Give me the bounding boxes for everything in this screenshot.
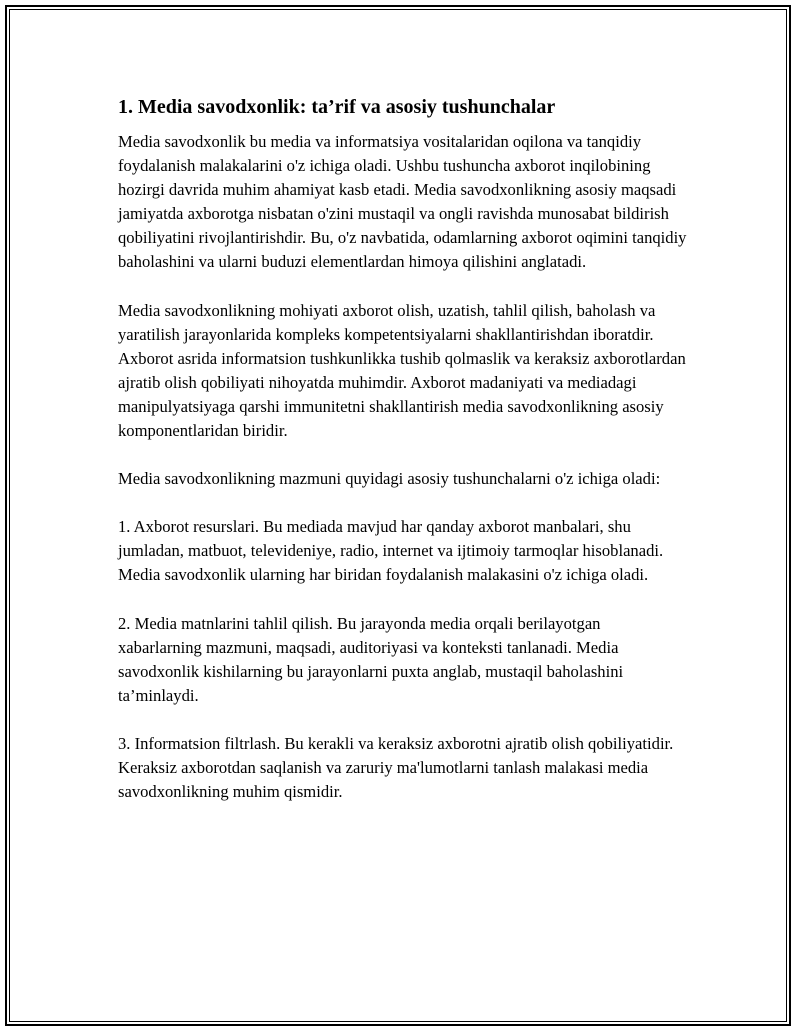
list-item-information-filtering: 3. Informatsion filtrlash. Bu kerakli va keraksiz axborotni ajratib olish qobiliyatidir. Keraksiz axborotdan saqlanish va zaruriy ma'lumotlarni tanlash malakasi media savodxonlikning muhim qismidir. — [118, 733, 674, 802]
paragraph-content-intro: Media savodxonlikning mazmuni quyidagi asosiy tushunchalarni o'z ichiga oladi: — [118, 469, 661, 489]
list-item-information-resources: 1. Axborot resurslari. Bu mediada mavjud har qanday axborot manbalari, shu jumladan, matbuot, televideniye, radio, internet va ijtimoiy tarmoqlar hisoblanadi. Media savodxonlik ularning har biridan foydalanish malakasini o'z ichiga oladi. — [118, 517, 664, 585]
list-item-media-text-analysis: 2. Media matnlarini tahlil qilish. Bu jarayonda media orqali berilayotgan xabarlarning mazmuni, maqsadi, auditoriyasi va konteksti tanlanadi. Media savodxonlik kishilarning bu jarayonlarni puxta anglab, mustaqil baholashini ta’minlaydi. — [118, 613, 624, 705]
paragraph-essence: Media savodxonlikning mohiyati axborot olish, uzatish, tahlil qilish, baholash va yaratilish jarayonlarida kompleks kompetentsiyalarni shakllantirishdan iboratdir. Axborot asrida informatsion tushkunlikka tushib qolmaslik va keraksiz axborotlardan ajratib olish qobiliyati nihoyatda muhimdir. Axborot madaniyati va mediadagi manipulyatsiyaga qarshi immunitetni shakllantirish media savodxonlikning asosiy komponentlaridan biridir. — [118, 300, 686, 441]
section-heading: 1. Media savodxonlik: ta’rif va asosiy tushunchalar — [118, 96, 556, 118]
document-body — [118, 94, 688, 828]
paragraph-definition: Media savodxonlik bu media va informatsiya vositalaridan oqilona va tanqidiy foydalanish malakalarini o'z ichiga oladi. Ushbu tushuncha axborot inqilobining hozirgi davrida muhim ahamiyat kasb etadi. Media savodxonlikning asosiy maqsadi jamiyatda axborotga nisbatan o'zini mustaqil va ongli ravishda munosabat bildirish qobiliyatini rivojlantirishdir. Bu, o'z navbatida, odamlarning axborot oqimini tanqidiy baholashini va ularni buduzi elementlardan himoya qilishini anglatadi. — [118, 132, 687, 272]
